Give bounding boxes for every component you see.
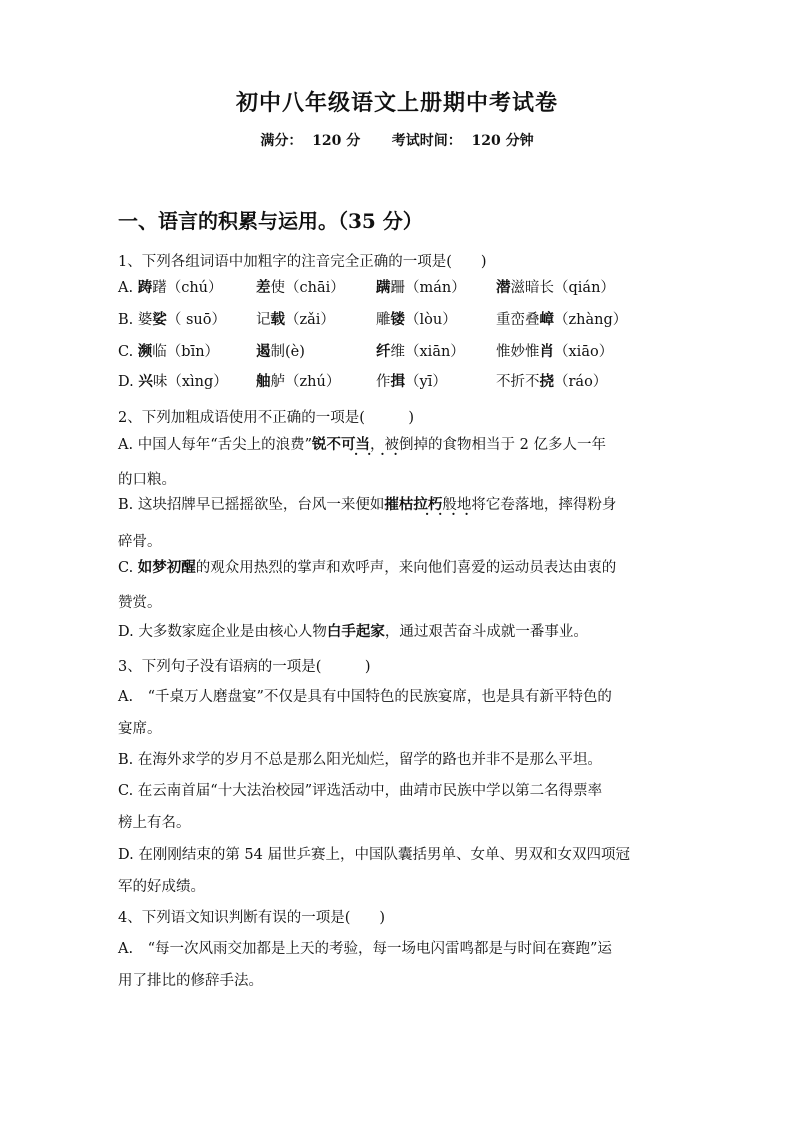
q1-option-b-item: B. 婆娑（ suō）	[118, 311, 226, 328]
q1-stem: 1、下列各组词语中加粗字的注音完全正确的一项是( )	[118, 254, 487, 270]
q1-option-b-item: 重峦叠嶂（zhàng）	[496, 311, 628, 328]
exam-title: 初中八年级语文上册期中考试卷	[235, 90, 558, 116]
q1-option-b-item: 雕镂（lòu）	[376, 311, 457, 328]
q2-option-c-line1: C. 如梦初醒的观众用热烈的掌声和欢呼声，来向他们喜爱的运动员表达由衷的	[118, 559, 617, 576]
q2-c-idiom: 如梦初醒	[137, 559, 196, 576]
option-label: A.	[118, 280, 134, 296]
q3-option-b: B. 在海外求学的岁月不总是那么阳光灿烂，留学的路也并非不是那么平坦。	[118, 752, 602, 768]
time-label: 考试时间： 120 分钟	[391, 133, 534, 149]
q2-option-a-line2: 的口粮。	[118, 472, 176, 488]
q2-option-b-line2: 碎骨。	[118, 534, 162, 550]
option-label: B.	[118, 312, 134, 328]
q2-a-idiom: 锐不可当	[312, 436, 371, 453]
q2-option-b-line1: B. 这块招牌早已摇摇欲坠，台风一来便如摧枯拉朽般地将它卷落地，摔得粉身	[118, 496, 617, 513]
section-heading: 一、语言的积累与运用。（35 分）	[118, 209, 423, 233]
q3-option-a-line1: A. “千桌万人磨盘宴”不仅是具有中国特色的民族宴席，也是具有新平特色的	[118, 689, 612, 705]
q1-option-c-item: 惟妙惟肖（xiāo）	[496, 343, 614, 360]
q1-option-a-item: 差使（chāi）	[256, 279, 345, 296]
q1-option-d-item: D. 兴味（xìng）	[118, 373, 228, 390]
q3-option-c-line1: C. 在云南首届“十大法治校园”评选活动中，曲靖市民族中学以第二名得票率	[118, 783, 603, 799]
score-label: 满分： 120 分	[260, 133, 361, 149]
q1-option-d-item: 作揖（yī）	[376, 373, 447, 390]
q1-option-a-item: A. 踌躇（chú）	[118, 279, 223, 296]
q1-option-c-item: 纤维（xiān）	[376, 343, 465, 360]
q2-b-idiom: 摧枯拉朽	[384, 496, 443, 513]
q1-option-d-item: 不折不挠（ráo）	[496, 373, 608, 390]
q1-option-c-item: 遏制(è)	[256, 343, 305, 360]
q2-stem: 2、下列加粗成语使用不正确的一项是( )	[118, 410, 415, 426]
emphasis-dots: ····	[354, 447, 407, 461]
q2-option-d-line1: D. 大多数家庭企业是由核心人物白手起家，通过艰苦奋斗成就一番事业。	[118, 623, 588, 640]
exam-subtitle	[0, 130, 794, 150]
q1-option-a-item: 潜滋暗长（qián）	[496, 279, 615, 296]
q4-option-a-line1: A. “每一次风雨交加都是上天的考验，每一场电闪雷鸣都是与时间在赛跑”运	[118, 941, 612, 957]
q4-stem: 4、下列语文知识判断有误的一项是( )	[118, 910, 386, 926]
q1-option-b-item: 记载（zǎi）	[256, 311, 335, 328]
emphasis-dots: ····	[425, 507, 478, 521]
q3-option-d-line2: 军的好成绩。	[118, 879, 205, 895]
q3-option-d-line1: D. 在刚刚结束的第 54 届世乒赛上，中国队囊括男单、女单、男双和女双四项冠	[118, 847, 630, 863]
q2-d-idiom: 白手起家	[326, 623, 385, 640]
option-label: C.	[118, 344, 134, 360]
q1-option-d-item: 舳舻（zhú）	[256, 373, 341, 390]
q1-option-a-item: 蹒跚（mán）	[376, 279, 466, 296]
q3-option-a-line2: 宴席。	[118, 721, 162, 737]
q4-option-a-line2: 用了排比的修辞手法。	[118, 973, 263, 989]
q2-option-a-line1: A. 中国人每年“舌尖上的浪费”锐不可当，被倒掉的食物相当于 2 亿多人一年	[118, 436, 606, 453]
q1-option-c-item: C. 濒临（bīn）	[118, 343, 220, 360]
option-label: D.	[118, 374, 134, 390]
q3-stem: 3、下列句子没有语病的一项是( )	[118, 659, 371, 675]
q3-option-c-line2: 榜上有名。	[118, 815, 191, 831]
q2-option-c-line2: 赞赏。	[118, 595, 162, 611]
